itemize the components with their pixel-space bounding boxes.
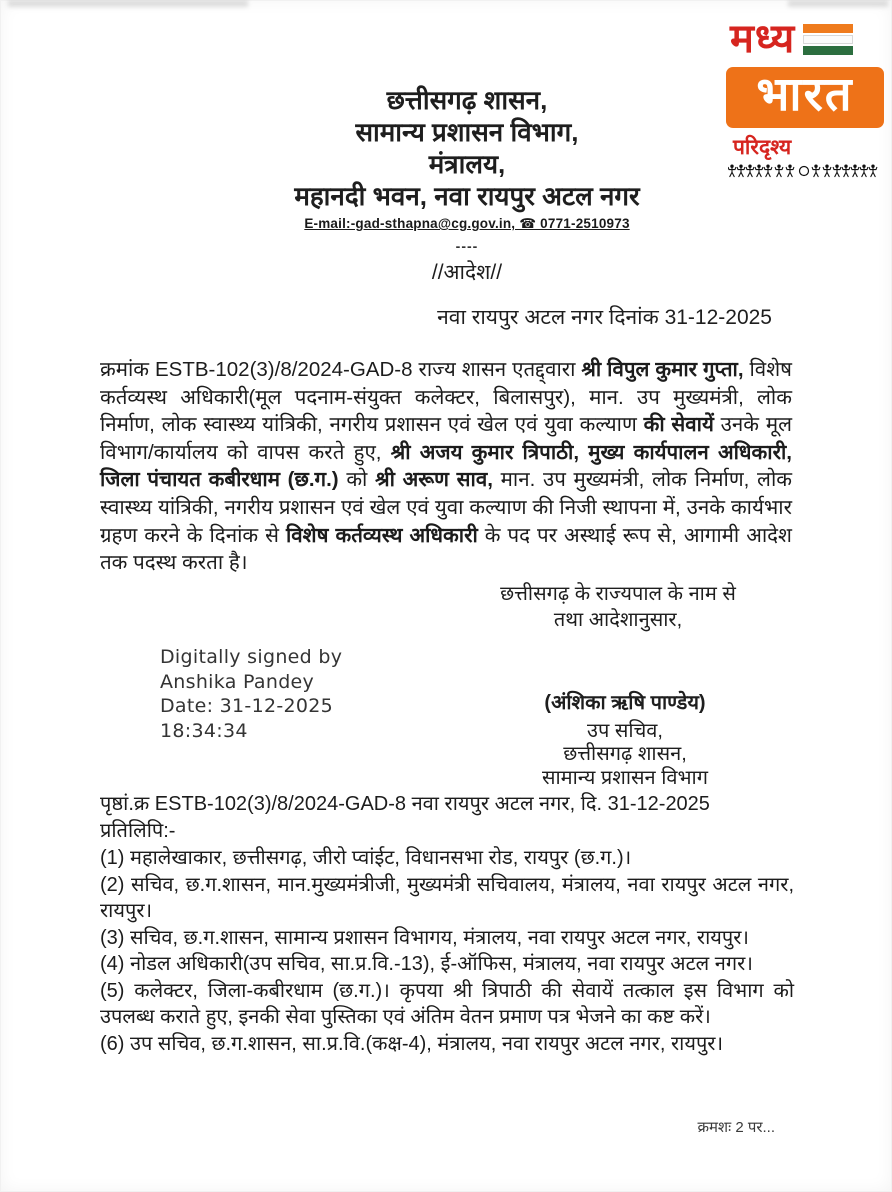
copy-item-5: (5) कलेक्टर, जिला-कबीरधाम (छ.ग.)। कृपया श्री त्रिपाठी की सेवायें तत्काल इस विभाग को उपलब्ध कराते हुए, इनकी सेवा पुस्तिका एवं अंतिम वेतन प्रमाण पत्र भेजने का कष्ट करें।	[100, 979, 794, 1028]
logo-text-bharat: भारत	[756, 67, 854, 120]
letterhead-line-4: महानदी भवन, नवा रायपुर अटल नगर	[294, 181, 640, 211]
signatory-designation-2: छत्तीसगढ़ शासन,	[563, 743, 687, 765]
scan-artifact-top-right	[788, 0, 888, 7]
digital-signature-line-4: 18:34:34	[160, 719, 248, 742]
copy-item-3: (3) सचिव, छ.ग.शासन, सामान्य प्रशासन विभागय, मंत्रालय, नवा रायपुर अटल नगर, रायपुर।	[100, 926, 749, 949]
logo-text-paridrishya: परिदृश्य	[733, 135, 792, 159]
signatory-designation-1: उप सचिव,	[587, 719, 663, 742]
flag-green-stripe	[803, 46, 853, 55]
signatory-designation-3: सामान्य प्रशासन विभाग	[541, 766, 709, 789]
digital-signature-block	[160, 645, 342, 743]
letterhead	[42, 84, 892, 286]
logo-text-madhya: मध्य	[730, 17, 796, 61]
continued-on-page-2-note: क्रमशः 2 पर...	[697, 1119, 775, 1136]
place-date-line: नवा रायपुर अटल नगर दिनांक 31-12-2025	[437, 306, 772, 329]
letterhead-line-3: मंत्रालय,	[428, 149, 506, 179]
letterhead-email-phone: E-mail:-gad-sthapna@cg.gov.in, ☎ 0771-2510973	[304, 216, 630, 231]
logo-row-madhya	[726, 18, 884, 60]
order-body-paragraph: क्रमांक ESTB-102(3)/8/2024-GAD-8 राज्य शासन एतद्द्वारा श्री विपुल कुमार गुप्ता, विशेष कर्तव्यस्थ अधिकारी(मूल पदनाम-संयुक्त कलेक्टर, बिलासपुर), मान. उप मुख्यमंत्री, लोक निर्माण, लोक स्वास्थ्य यांत्रिकी, नगरीय प्रशासन एवं खेल एवं युवा कल्याण की सेवायें उनके मूल विभाग/कार्यालय को वापस करते हुए, श्री अजय कुमार त्रिपाठी, मुख्य कार्यपालन अधिकारी, जिला पंचायत कबीरधाम (छ.ग.) को श्री अरूण साव, मान. उप मुख्यमंत्री, लोक निर्माण, लोक स्वास्थ्य यांत्रिकी, नगरीय प्रशासन एवं खेल एवं युवा कल्याण की निजी स्थापना में, उनके कार्यभार ग्रहण करने के दिनांक से विशेष कर्तव्यस्थ अधिकारी के पद पर अस्थाई रूप से, आगामी आदेश तक पदस्थ करता है।	[100, 358, 793, 575]
copy-item-1: (1) महालेखाकार, छत्तीसगढ़, जीरो प्वांईट, विधानसभा रोड, रायपुर (छ.ग.)।	[100, 847, 632, 869]
letterhead-line-1: छत्तीसगढ़ शासन,	[386, 85, 548, 115]
copy-item-4: (4) नोडल अधिकारी(उप सचिव, सा.प्र.वि.-13), ई-ऑफिस, मंत्रालय, नवा रायपुर अटल नगर।	[100, 953, 753, 975]
endorsement-number-line: पृष्ठां.क्र ESTB-102(3)/8/2024-GAD-8 नवा रायपुर अटल नगर, दि. 31-12-2025	[100, 793, 710, 815]
digital-signature-line-3: Date: 31-12-2025	[160, 695, 334, 717]
scan-artifact-top-left	[8, 0, 248, 7]
copy-to-label: प्रतिलिपि:-	[100, 819, 176, 842]
flag-white-stripe	[803, 35, 853, 44]
copy-list	[100, 845, 794, 1057]
endorsement-section	[100, 791, 794, 1057]
authority-statement	[468, 581, 768, 633]
letterhead-line-2: सामान्य प्रशासन विभाग,	[355, 117, 579, 147]
authority-line-1: छत्तीसगढ़ के राज्यपाल के नाम से	[500, 583, 736, 605]
flag-saffron-stripe	[803, 24, 853, 33]
signatory-block	[465, 692, 785, 790]
digital-signature-line-1: Digitally signed by	[160, 646, 343, 668]
signatory-name: (अंशिका ऋषि पाण्डेय)	[544, 692, 706, 714]
copy-item-2: (2) सचिव, छ.ग.शासन, मान.मुख्यमंत्रीजी, मुख्यमंत्री सचिवालय, मंत्रालय, नवा रायपुर अटल नगर, रायपुर।	[100, 873, 794, 922]
order-title: //आदेश//	[431, 261, 503, 284]
authority-line-2: तथा आदेशानुसार,	[553, 609, 683, 631]
digital-signature-line-2: Anshika Pandey	[160, 670, 315, 693]
separator-dashes: ----	[455, 238, 479, 254]
india-flag-icon	[803, 24, 853, 55]
copy-item-6: (6) उप सचिव, छ.ग.शासन, सा.प्र.वि.(कक्ष-4), मंत्रालय, नवा रायपुर अटल नगर, रायपुर।	[100, 1032, 724, 1055]
